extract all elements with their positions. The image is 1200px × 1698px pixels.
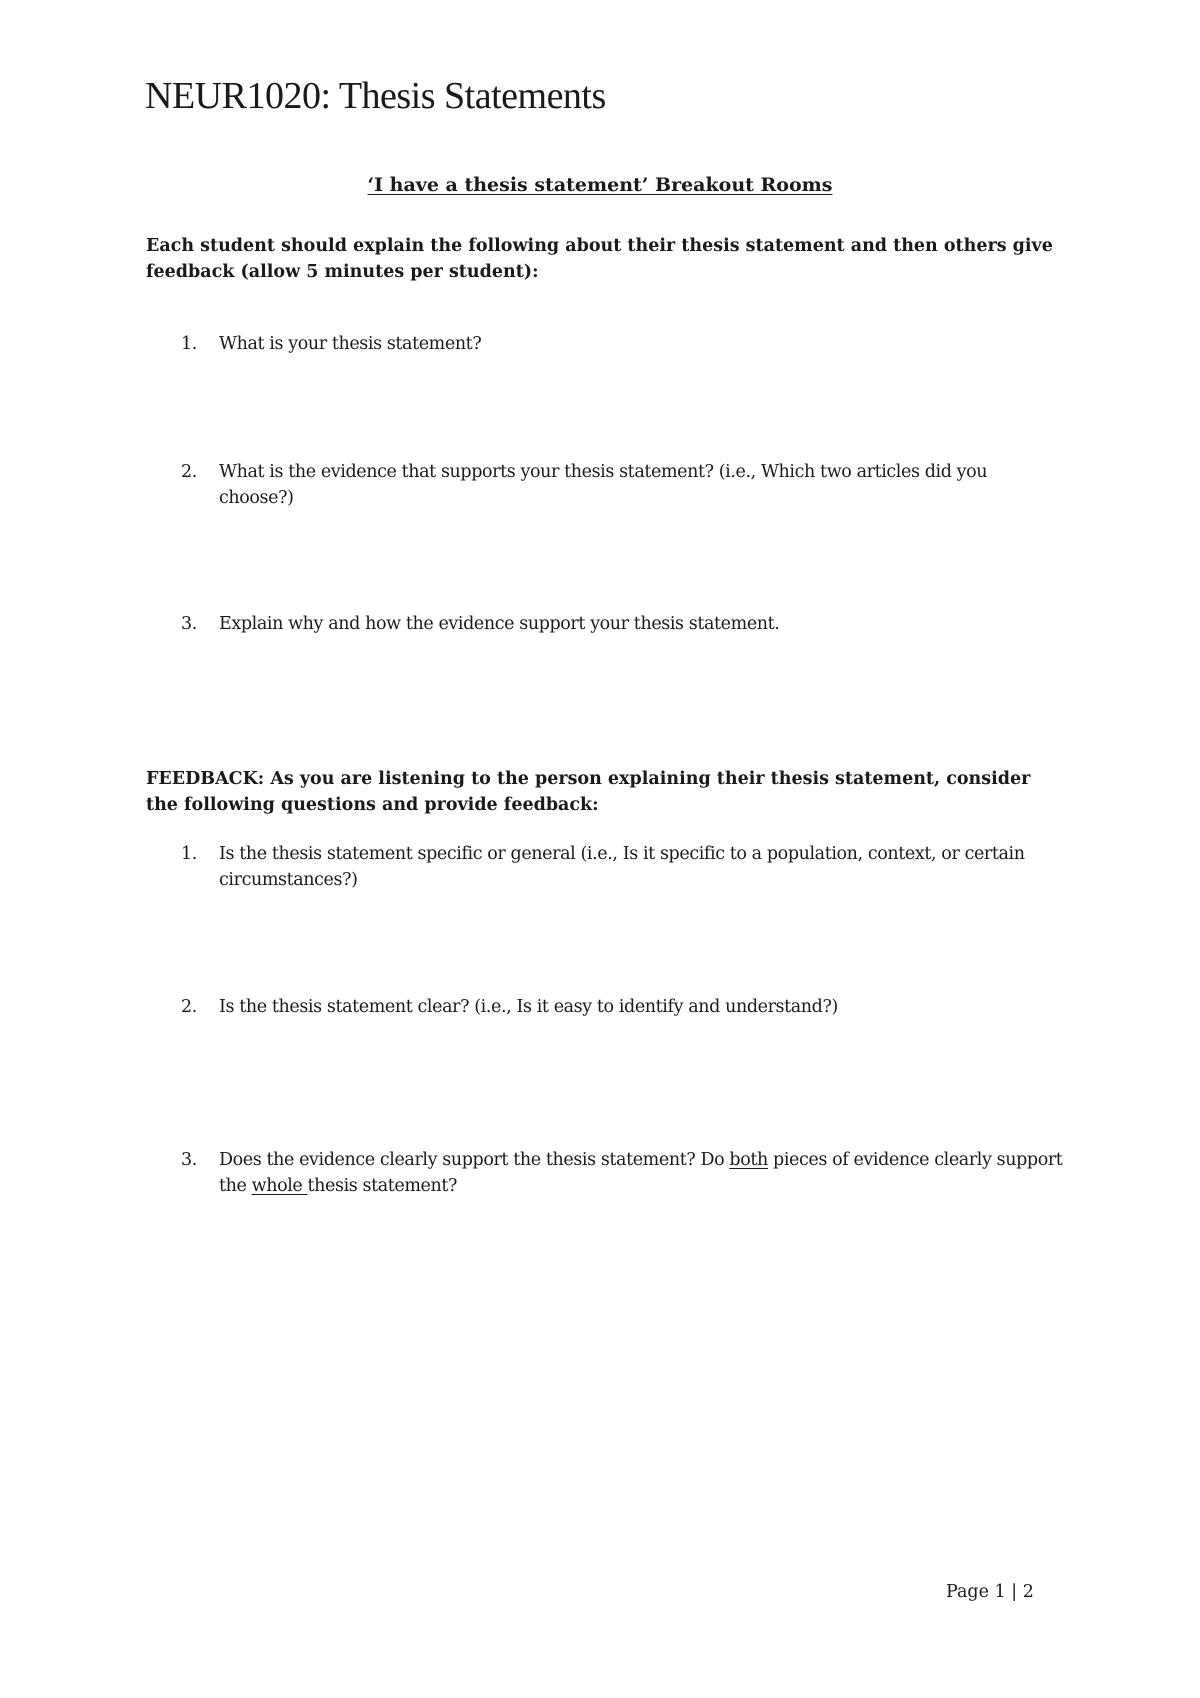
document-title: NEUR1020: Thesis Statements: [145, 75, 606, 117]
question-number: 2.: [181, 462, 197, 482]
list-item: [146, 994, 1066, 1020]
question-text: Is the thesis statement clear? (i.e., Is it easy to identify and understand?): [219, 997, 838, 1017]
question-text: [219, 1147, 1066, 1199]
feedback-intro: FEEDBACK: As you are listening to the person explaining their thesis statement, consider the following questions and provide feedback:: [146, 769, 1031, 815]
subtitle-text: ‘I have a thesis statement’ Breakout Rooms: [367, 174, 833, 196]
question-number: 1.: [181, 844, 197, 864]
section1-intro: Each student should explain the following about their thesis statement and then others give feedback (allow 5 minutes per student):: [146, 236, 1053, 282]
underlined-emphasis: whole: [251, 1176, 308, 1196]
page-number: Page 1 | 2: [946, 1582, 1034, 1602]
question-number: 1.: [181, 334, 197, 354]
document-subtitle: [0, 174, 1200, 196]
question-text: What is your thesis statement?: [219, 334, 482, 354]
question-text-part: thesis statement?: [307, 1176, 457, 1196]
list-item: [146, 611, 1066, 637]
list-item: [146, 331, 1066, 357]
question-text-part: pieces of evidence clearly support the: [219, 1150, 1063, 1196]
question-number: 3.: [181, 1150, 197, 1170]
question-text: What is the evidence that supports your thesis statement? (i.e., Which two articles did you choose?): [219, 462, 988, 508]
underlined-emphasis: both: [729, 1150, 768, 1170]
list-item: [146, 459, 1066, 511]
list-item: [146, 1147, 1066, 1199]
list-item: [146, 841, 1066, 893]
question-text: Explain why and how the evidence support your thesis statement.: [219, 614, 780, 634]
question-number: 2.: [181, 997, 197, 1017]
question-text: Is the thesis statement specific or general (i.e., Is it specific to a population, context, or certain circumstances?): [219, 844, 1025, 890]
question-text-part: Does the evidence clearly support the thesis statement? Do: [219, 1150, 730, 1170]
question-number: 3.: [181, 614, 197, 634]
